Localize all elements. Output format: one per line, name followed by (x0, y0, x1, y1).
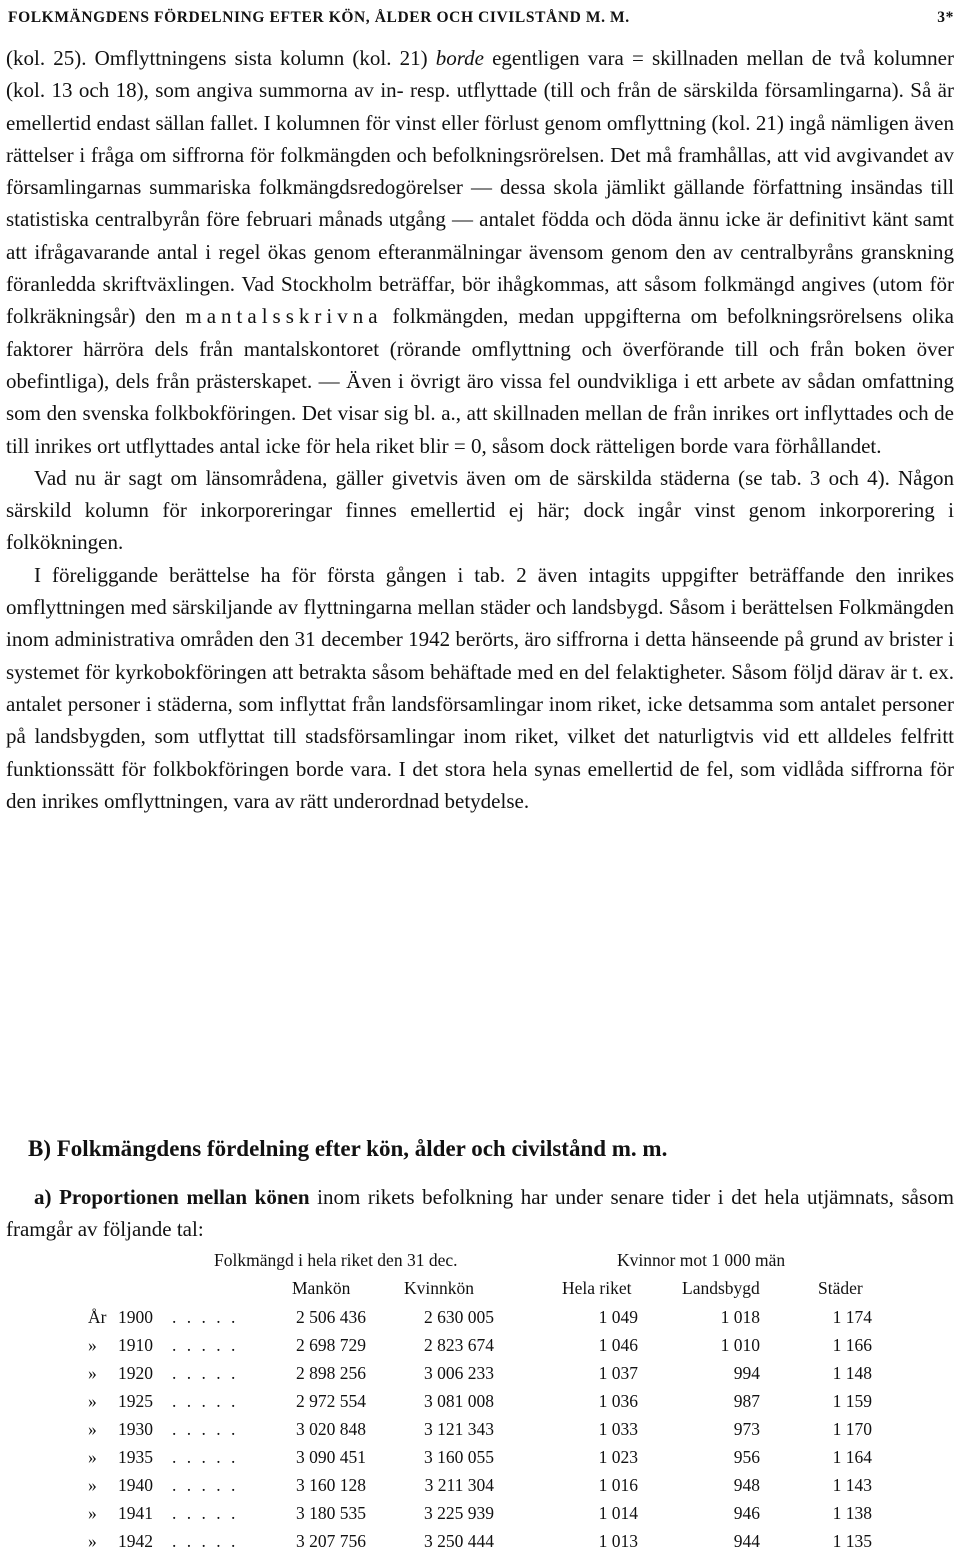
header-whole-country: Hela riket (562, 1278, 632, 1298)
towns-cell: 1 148 (832, 1363, 872, 1383)
header-men: Mankön (292, 1278, 351, 1298)
subsection-text (6, 1181, 954, 1245)
row-prefix: År (88, 1307, 107, 1327)
body-text (6, 42, 954, 817)
table-row (0, 1503, 960, 1527)
paragraph-2: Vad nu är sagt om länsområdena, gäller givetvis även om de särskilda städerna (se tab. 3 och 4). Någon särskild kolumn för inkorporeringar finnes emellertid ej här; dock ingår vinst genom inkorporering i folkökningen. (6, 465, 954, 555)
subsection-lead: a) Proportionen mellan könen (34, 1185, 310, 1209)
table-row (0, 1447, 960, 1471)
men-cell: 2 898 256 (296, 1363, 366, 1383)
whole-country-cell: 1 046 (598, 1335, 638, 1355)
table-row (0, 1419, 960, 1443)
towns-cell: 1 138 (832, 1503, 872, 1523)
men-cell: 3 090 451 (296, 1447, 366, 1467)
dot-leader: . . . . . (172, 1503, 239, 1523)
paragraph-1-part-c: folkmängden, medan uppgifterna om befolkningsrörelsens olika faktorer härröra dels från mantalskontoret (rörande omflyttning och överförande till och från boken över obefintliga), dels från prästerskapet. — Även i övrigt äro vissa fel oundvikliga i ett arbete av sådan omfattning som den svenska folkbokföringen. Det visar sig bl. a., att skillnaden mellan de från inrikes ort inflyttades och de till inrikes ort utflyttades antal icke för hela riket blir = 0, såsom dock rätteligen borde vara förhållandet. (6, 304, 954, 458)
women-cell: 2 823 674 (424, 1335, 494, 1355)
paragraph-1-spaced-word: mantalsskrivna (185, 304, 383, 329)
year-cell: 1930 (118, 1419, 153, 1439)
towns-cell: 1 166 (832, 1335, 872, 1355)
table-caption-population: Folkmängd i hela riket den 31 dec. (214, 1250, 458, 1270)
towns-cell: 1 174 (832, 1307, 872, 1327)
header-rural: Landsbygd (682, 1278, 760, 1298)
women-cell: 2 630 005 (424, 1307, 494, 1327)
men-cell: 3 180 535 (296, 1503, 366, 1523)
women-cell: 3 081 008 (424, 1391, 494, 1411)
rural-cell: 994 (733, 1363, 760, 1383)
whole-country-cell: 1 033 (598, 1419, 638, 1439)
running-head-title: FOLKMÄNGDENS FÖRDELNING EFTER KÖN, ÅLDER OCH CIVILSTÅND M. M. (8, 9, 630, 26)
row-prefix: » (88, 1363, 97, 1383)
women-cell: 3 160 055 (424, 1447, 494, 1467)
men-cell: 2 698 729 (296, 1335, 366, 1355)
men-cell: 3 020 848 (296, 1419, 366, 1439)
row-prefix: » (88, 1419, 97, 1439)
subsection-paragraph (6, 1181, 954, 1245)
year-cell: 1920 (118, 1363, 153, 1383)
whole-country-cell: 1 023 (598, 1447, 638, 1467)
paragraph-1-part-b: egentligen vara = skillnaden mellan de två kolumner (kol. 13 och 18), som angiva summorna av in- resp. utflyttade (till och från de särskilda församlingarna). Så är emellertid endast sällan fallet. I kolumnen för vinst eller förlust genom omflyttning (kol. 21) ingå nämligen även rättelser i fråga om siffrorna för folkmängden och befolkningsrörelsen. Det må framhållas, att vid avgivandet av församlingarnas summariska folkmängdsredogörelser — dessa skola jämlikt gällande författning insändas till statistiska centralbyrån före februari månads utgång — antalet födda och döda ännu icke är definitivt känt samt att ifrågavarande antal i regel ökas genom efteranmälningar ävensom genom den av centralbyråns granskning föranledda skriftväxlingen. Vad Stockholm beträffar, bör ihågkommas, att såsom folkmängd angives (utom för folkräkningsår) den (6, 46, 954, 329)
section-title: B) Folkmängdens fördelning efter kön, ålder och civilstånd m. m. (28, 1136, 668, 1161)
men-cell: 2 506 436 (296, 1307, 366, 1327)
whole-country-cell: 1 049 (598, 1307, 638, 1327)
header-towns: Städer (818, 1278, 863, 1298)
year-cell: 1935 (118, 1447, 153, 1467)
year-cell: 1925 (118, 1391, 153, 1411)
table-row (0, 1307, 960, 1331)
women-cell: 3 250 444 (424, 1531, 494, 1551)
paragraph-3: I föreliggande berättelse ha för första gången i tab. 2 även intagits uppgifter beträffande den inrikes omflyttningen med särskiljande av flyttningarna mellan städer och landsbygd. Såsom i berättelsen Folkmängden inom administrativa områden den 31 december 1942 berörts, äro siffrorna i detta hänseende på grund av brister i systemet för kyrkobokföringen att betrakta såsom behäftade med en del felaktigheter. Såsom följd därav är t. ex. antalet personer i städerna, som inflyttat från landsförsamlingar inom riket, icke detsamma som antalet personer på landsbygden, som utflyttat till stadsförsamlingar inom riket, vilket det naturligtvis vid ett alldeles felfritt funktionssätt för folkbokföringen borde vara. I det stora hela synas emellertid de fel, som vidlåda siffrorna för den inrikes omflyttningen, vara av rätt underordnad betydelse. (6, 562, 954, 813)
dot-leader: . . . . . (172, 1419, 239, 1439)
row-prefix: » (88, 1335, 97, 1355)
row-prefix: » (88, 1531, 97, 1551)
dot-leader: . . . . . (172, 1335, 239, 1355)
page-number: 3* (937, 9, 954, 26)
running-head (8, 4, 954, 32)
dot-leader: . . . . . (172, 1391, 239, 1411)
men-cell: 3 160 128 (296, 1475, 366, 1495)
table-caption-ratio: Kvinnor mot 1 000 män (617, 1250, 786, 1270)
paragraph-1-part-a: (kol. 25). Omflyttningens sista kolumn (kol. 21) (6, 46, 436, 70)
year-cell: 1942 (118, 1531, 153, 1551)
towns-cell: 1 164 (832, 1447, 872, 1467)
year-cell: 1900 (118, 1307, 153, 1327)
dot-leader: . . . . . (172, 1475, 239, 1495)
year-cell: 1940 (118, 1475, 153, 1495)
towns-cell: 1 135 (832, 1531, 872, 1551)
dot-leader: . . . . . (172, 1307, 239, 1327)
paragraph-1-emphasis: borde (435, 46, 484, 70)
rural-cell: 948 (733, 1475, 760, 1495)
row-prefix: » (88, 1503, 97, 1523)
rural-cell: 1 018 (720, 1307, 760, 1327)
subsection-body: inom rikets befolkning har under senare tider i det hela utjämnats, såsom framgår av följande tal: (6, 1185, 954, 1241)
whole-country-cell: 1 014 (598, 1503, 638, 1523)
table-row (0, 1391, 960, 1415)
dot-leader: . . . . . (172, 1531, 239, 1551)
header-women: Kvinnkön (404, 1278, 474, 1298)
table-row (0, 1363, 960, 1387)
table-row (0, 1531, 960, 1555)
whole-country-cell: 1 037 (598, 1363, 638, 1383)
men-cell: 3 207 756 (296, 1531, 366, 1551)
row-prefix: » (88, 1391, 97, 1411)
women-cell: 3 121 343 (424, 1419, 494, 1439)
rural-cell: 944 (733, 1531, 760, 1551)
towns-cell: 1 170 (832, 1419, 872, 1439)
row-prefix: » (88, 1475, 97, 1495)
year-cell: 1910 (118, 1335, 153, 1355)
towns-cell: 1 143 (832, 1475, 872, 1495)
whole-country-cell: 1 016 (598, 1475, 638, 1495)
rural-cell: 956 (733, 1447, 760, 1467)
rural-cell: 973 (733, 1419, 760, 1439)
dot-leader: . . . . . (172, 1447, 239, 1467)
dot-leader: . . . . . (172, 1363, 239, 1383)
table-row (0, 1475, 960, 1499)
paragraph-1 (6, 42, 954, 462)
year-cell: 1941 (118, 1503, 153, 1523)
rural-cell: 1 010 (720, 1335, 760, 1355)
rural-cell: 987 (733, 1391, 760, 1411)
row-prefix: » (88, 1447, 97, 1467)
towns-cell: 1 159 (832, 1391, 872, 1411)
women-cell: 3 225 939 (424, 1503, 494, 1523)
whole-country-cell: 1 036 (598, 1391, 638, 1411)
women-cell: 3 006 233 (424, 1363, 494, 1383)
whole-country-cell: 1 013 (598, 1531, 638, 1551)
men-cell: 2 972 554 (296, 1391, 366, 1411)
rural-cell: 946 (733, 1503, 760, 1523)
table-row (0, 1335, 960, 1359)
women-cell: 3 211 304 (424, 1475, 494, 1495)
